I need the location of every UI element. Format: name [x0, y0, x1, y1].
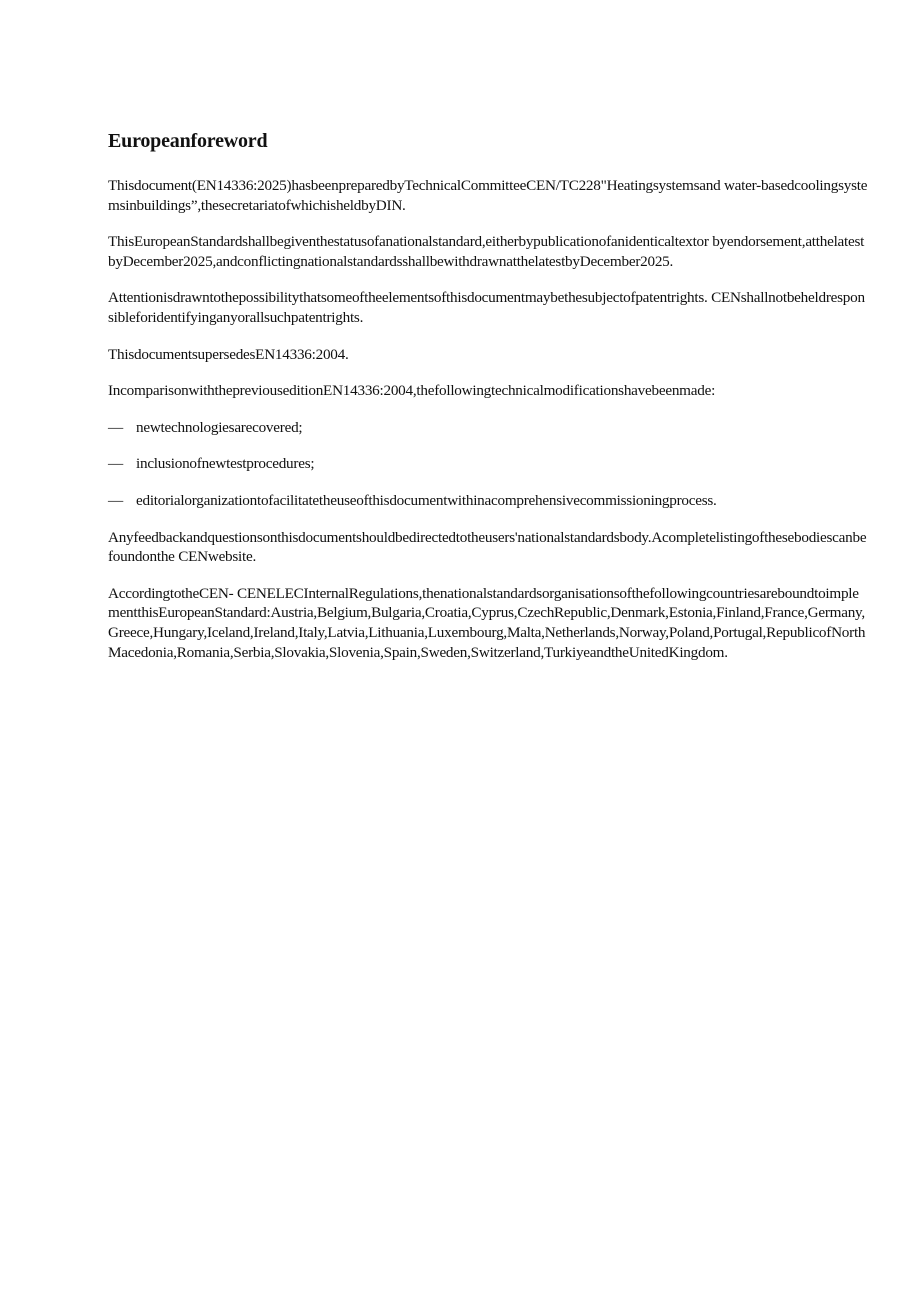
bullet-dash: — [108, 491, 123, 509]
paragraph-feedback: Anyfeedbackandquestionsonthisdocumentshouldbedirectedtotheusers'nationalstandardsbody.Acompletelistingofthesebodiescanbefoundonthe CENwebsite. [108, 528, 867, 566]
list-item [108, 454, 870, 474]
paragraph-supersedes: ThisdocumentsupersedesEN14336:2004. [108, 345, 349, 363]
section-heading: Europeanforeword [108, 130, 268, 152]
paragraph-modifications-intro: IncomparisonwiththepreviouseditionEN14336:2004,thefollowingtechnicalmodificationshavebeenmade: [108, 382, 716, 400]
paragraph-status: ThisEuropeanStandardshallbegiventhestatusofanationalstandard,eitherbypublicationofanidenticaltextor byendorsement,atthelatestbyDecember2025,andconflictingnationalstandardsshallbewithdrawnatthelatestbyDecember2025. [108, 233, 865, 270]
list-item [108, 491, 870, 511]
list-item-text: editorialorganizationtofacilitatetheuseofthisdocumentwithinacomprehensivecommissioningprocess. [136, 491, 717, 509]
bullet-dash: — [108, 418, 123, 436]
list-item [108, 418, 870, 438]
bullet-dash: — [108, 455, 123, 473]
list-item-text: newtechnologiesarecovered; [136, 418, 303, 436]
paragraph-countries: AccordingtotheCEN- CENELECInternalRegulations,thenationalstandardsorganisationsofthefollowingcountriesareboundtoimplementthisEuropeanStandard:Austria,Belgium,Bulgaria,Croatia,Cyprus,CzechRepublic,Denmark,Estonia,Finland,France,Germany,Greece,Hungary,Iceland,Ireland,Italy,Latvia,Lithuania,Luxembourg,Malta,Netherlands,Norway,Poland,Portugal,RepublicofNorthMacedonia,Romania,Serbia,Slovakia,Slovenia,Spain,Sweden,Switzerland,TurkiyeandtheUnitedKingdom. [108, 584, 866, 661]
foreword-section [108, 128, 870, 679]
paragraph-committee: Thisdocument(EN14336:2025)hasbeenpreparedbyTechnicalCommitteeCEN/TC228"Heatingsystemsand water-basedcoolingsystemsinbuildings”,thesecretariatofwhichisheldbyDIN. [108, 177, 868, 214]
paragraph-patent: Attentionisdrawntothepossibilitythatsomeoftheelementsofthisdocumentmaybethesubjectofpatentrights. CENshallnotbeheldresponsibleforidentifyinganyorallsuchpatentrights. [108, 289, 865, 326]
list-item-text: inclusionofnewtestprocedures; [136, 455, 315, 473]
